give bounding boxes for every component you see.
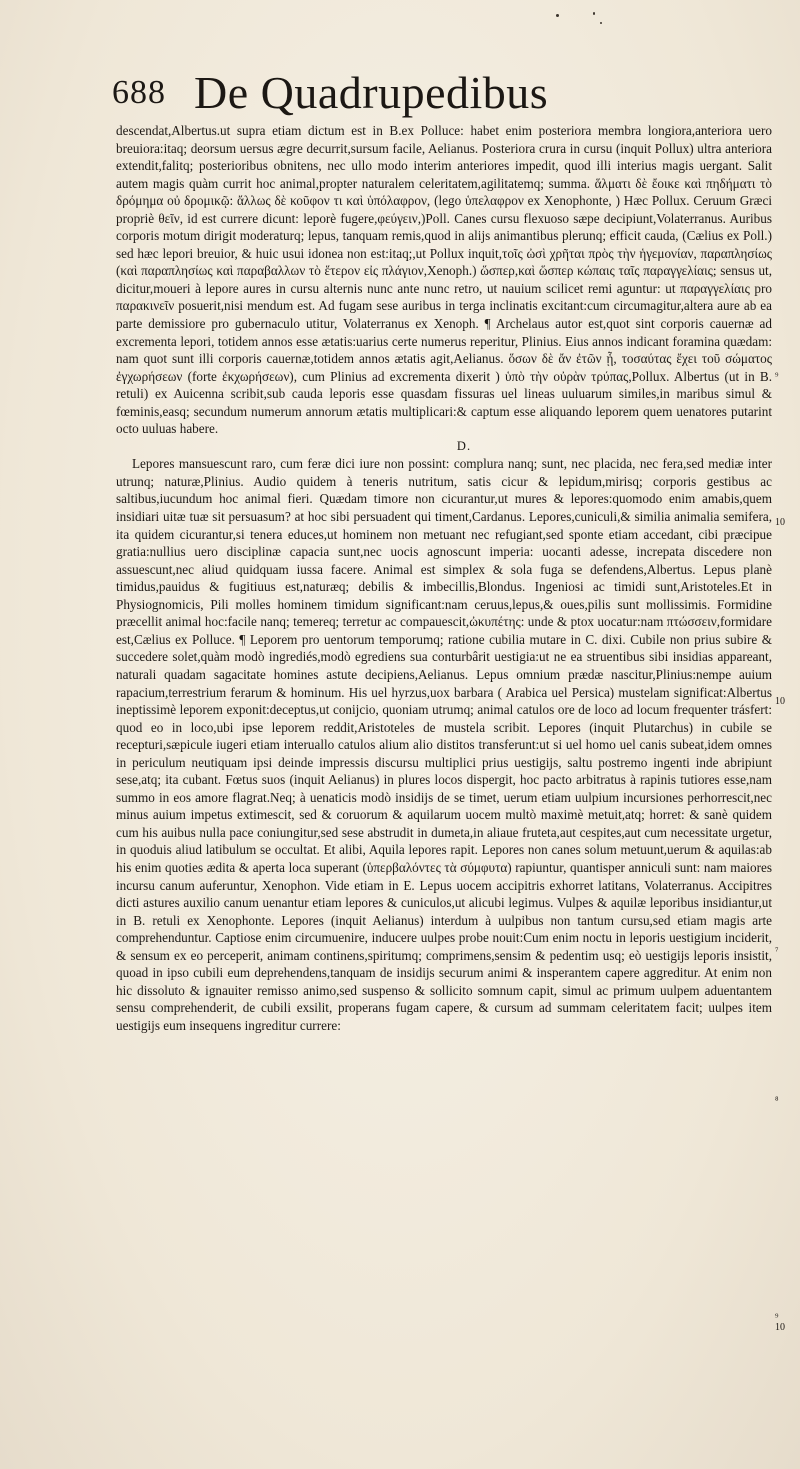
section-mark: D. [456, 438, 472, 453]
page-number: 688 [112, 74, 166, 111]
margin-mark: 10 [775, 1322, 785, 1333]
paragraph: descendat,Albertus.ut supra etiam dictum est in B.ex Polluce: habet enim posteriora membra longiora,anteriora uero breuiora:itaq; deorsum uersus ægre decurrit,sursum facile, Aelianus. Posteriora crura in cursu (inquit Pollux) ultra anteriora extendit,falitq; posterioribus obnitens, nec ullo modo interim anteriores impedit, quod illi interius magis uergant. Salit autem magis quàm currit hoc animal,propter naturalem celeritatem,agilitatemq; summa. ἅλματι δὲ ἔοικε καὶ πηδήματι τὸ δρόμημα οὐ δρομικῷ: ἄλλως δὲ κοῦφον τι καὶ ὑπόλαφρον, (lego ὑπελαφρον ex Xenophonte, ) Hæc Pollux. Ceruum Græci propriè θεῖν, id est currere dicunt: leporè fugere,φεύγειν,)Poll. Canes cursu flexuoso sæpe decipiunt,Volaterranus. Auribus corporis motum dirigit moderaturq; lepus, tanquam remis,quod in alijs animantibus plerunq; efficit cauda, (Cælius ex Poll.) sed hæc lepori breuior, & huic usui idonea non est:itaq;,ut Pollux inquit,τοῖς ὠσὶ χρῆται πρὸς τὴν ἡγεμονίαν, παραπλησίως (καὶ παραπλησίως καὶ παραβαλλων τὸ ἕτερον εἰς πλάγιον,Xenoph.) ὥσπερ,καὶ ὥσπερ κώπαις ταῖς παραγγελίαις; sensus ut, dicitur,moueri à lepore aures in cursu alternis nunc ante nunc retro, ut nauium scilicet remi aguntur: ut παραγγελίαις pro παρακινεῖν posuerit,nisi mendum est. Ad fugam sese auribus in terga inclinatis excitant:cum circumagitur,altera aure ab ea parte demissiore pro gubernaculo utitur, Volaterranus ex Xenoph. ¶ Archelaus autor est,quot sint corporis cauernæ ad excrementa lepori, totidem annos esse ætatis:uarius certe numerus reperitur, Plinius. Eius annos indicant foramina quædam: nam quot sunt illi corporis cauernæ,totidem annos ætatis agit,Aelianus. ὅσων δὲ ἄν ἐτῶν ᾖ, τοσαύτας ἔχει τοῦ σώματος ἐγχωρήσεων (forte ἐκχωρήσεων), cum Plinius ad excrementa dixerit ) ὑπὸ τὴν οὐρὰν τρύπας,Pollux. Albertus (ut in B. retuli) ex Auicenna scribit,sub cauda leporis esse quasdam fissuras uel lineas uuluarum similes,in maribus simul & fœminis,easq; secundum numerum annorum ætatis multiplicari:& captum esse aliquando leporem quem uenatores putarint octo uuluas habere. [116, 123, 772, 437]
ink-speck [593, 12, 595, 15]
body-text [116, 122, 772, 1034]
margin-marks [775, 0, 800, 1469]
running-title: De Quadrupedibus [194, 67, 549, 118]
ink-speck [556, 14, 559, 17]
paragraph: Lepores mansuescunt raro, cum feræ dici iure non possint: complura nanq; sunt, nec placida, nec fera,sed mediæ inter utrunq; naturæ,Plinius. Audio quidem à teneris nutritum, satis cicur & lepidum,mirisq; corporis gestibus ac saltibus,iucundum hoc animal fieri. Quædam timore non cicurantur,ut mures & lepores:quomodo enim amabis,quem insidiari uitæ tuæ sit persuasum? at hoc sibi persuadent qui timent,Cardanus. Lepores,cuniculi,& similia animalia semifera, ita quidem cicurantur,si tenera educes,ut hominem non metuant nec refugiant,sed sponte etiam accedant, cibi præcipue gratia:nullius uero disciplinæ capacia sunt,nec uocis agnoscunt imperia: uocanti adesse, increpata discedere non assuescunt,nec aliud quidquam iussa facere. Animal est simplex & sola fuga se defendens,Albertus. Lepus planè timidus,pauidus & fugitiuus est,naturæq; debilis & imbecillis,Blondus. Ingeniosi ac timidi sunt,Aristoteles.Et in Physiognomicis, Pili molles hominem timidum significant:nam ceruus,lepus,& oues,pilis sunt mollissimis. Formidine præcellit animal hoc:facile nanq; temereq; terretur ac compauescit,ὠκυπέτης: unde & ptox uocatur:nam πτώσσειν,formidare est,Cælius ex Polluce. ¶ Leporem pro uentorum temporumq; ratione cubilia mutare in C. dixi. Cubile non prius subire & succedere solet,quàm modò ingrediés,modò egrediens sua conturbârit uestigia:ut ne ea struentibus sibi insidias appareant, naturali quadam sagacitate homines astute decipiens,Aelianus. Lepus omnium prædæ nascitur,Plinius:nempe auium rapacium,terrestrium ferarum & hominum. His uel hyrzus,uox barbara ( Arabica uel Persica) mustelam significat:Albertus ineptissimè leporem exponit:deceptus,ut conijcio, quoniam utrumq; animal catulos ore de loco ad locum frequenter trásfert: quod eo in loco,ubi ipse leporem reddit,Aristoteles de mustela scribit. Lepores (inquit Plutarchus) in cubile se recepturi,sæpicule iugeri etiam interuallo catulos alium alio distitos transferunt:ut si uel homo uel canis subeat,idem omnes in periculum neutiquam ipsi deinde impressis discursu multiplici prius uestigijs, saltu postremo ingenti inde abripiunt sese,atq; ita cubant. Fœtus suos (inquit Aelianus) in plures locos dispergit, hoc pacto arbitratus à rapinis tutiores esse,nam summo in eos amore flagrat.Neq; à uenaticis modò insidijs de se timet, uerum etiam uulpium incursiones perhorrescit,nec minus auium impetus extimescit, sed & coruorum & aquilarum uocem multò maximè metuit,atq; horret: & sanè quidem cum his auibus nulla pace coniungitur,sed sese abstrudit in dumeta,in aliaue fruteta,aut cespites,aut cum necessitate urgetur, in quoduis aliud latibulum se occultat. Et alibi, Aquila lepores rapit. Lepores non canes solum metuunt,uerum & aquilas:ab his enim quoties ædita & aperta loca superant (ὑπερβαλόντες τὰ σύμφυτα) rapiuntur, quantisper anniculi sunt: nam maiores incursu canum auferuntur, Xenophon. Vide etiam in E. Lepus uocem accipitris exhorret latitans, Volaterranus. Accipitres dicti astures auxilio canum uenantur etiam lepores & cuniculos,ut alicubi legimus. Vulpes & aquilæ leporibus insidiantur,ut in B. retuli ex Xenophonte. Lepores (inquit Aelianus) interdum à uulpibus non tantum cursu,sed etiam magis arte comprehenduntur. Captiose enim circumuenire, inducere uulpes probe nouit:Cum enim noctu in leporis uestigium inciderit, & sensum ex eo perceperit, animam continens,spiritumq; comprimens,sensim & pedentim usq; eò uestigijs leporis insistit, quoad in ipso cubili eum deprehendens,tanquam de insidijs securum animi & insperantem capere aggreditur. At enim non hic dissoluto & ignauiter remisso animo,sed suspenso & sollicito somnum capit, simul ac primum uulpem aduentantem sensu comprehenderit, de cubili exsilit, properans fugam capere, & cursum ad summam celeritatem facit; uulpes item uestigijs eum insequens ingreditur currere: [116, 456, 772, 1033]
margin-mark: ⁷ [775, 946, 779, 957]
margin-mark: 10 [775, 517, 785, 528]
margin-mark: ⁹ [775, 1312, 779, 1323]
margin-mark: ⁸ [775, 1095, 779, 1106]
margin-mark: 10 [775, 696, 785, 707]
ink-speck [600, 22, 602, 24]
margin-mark: ⁹ [775, 371, 779, 382]
